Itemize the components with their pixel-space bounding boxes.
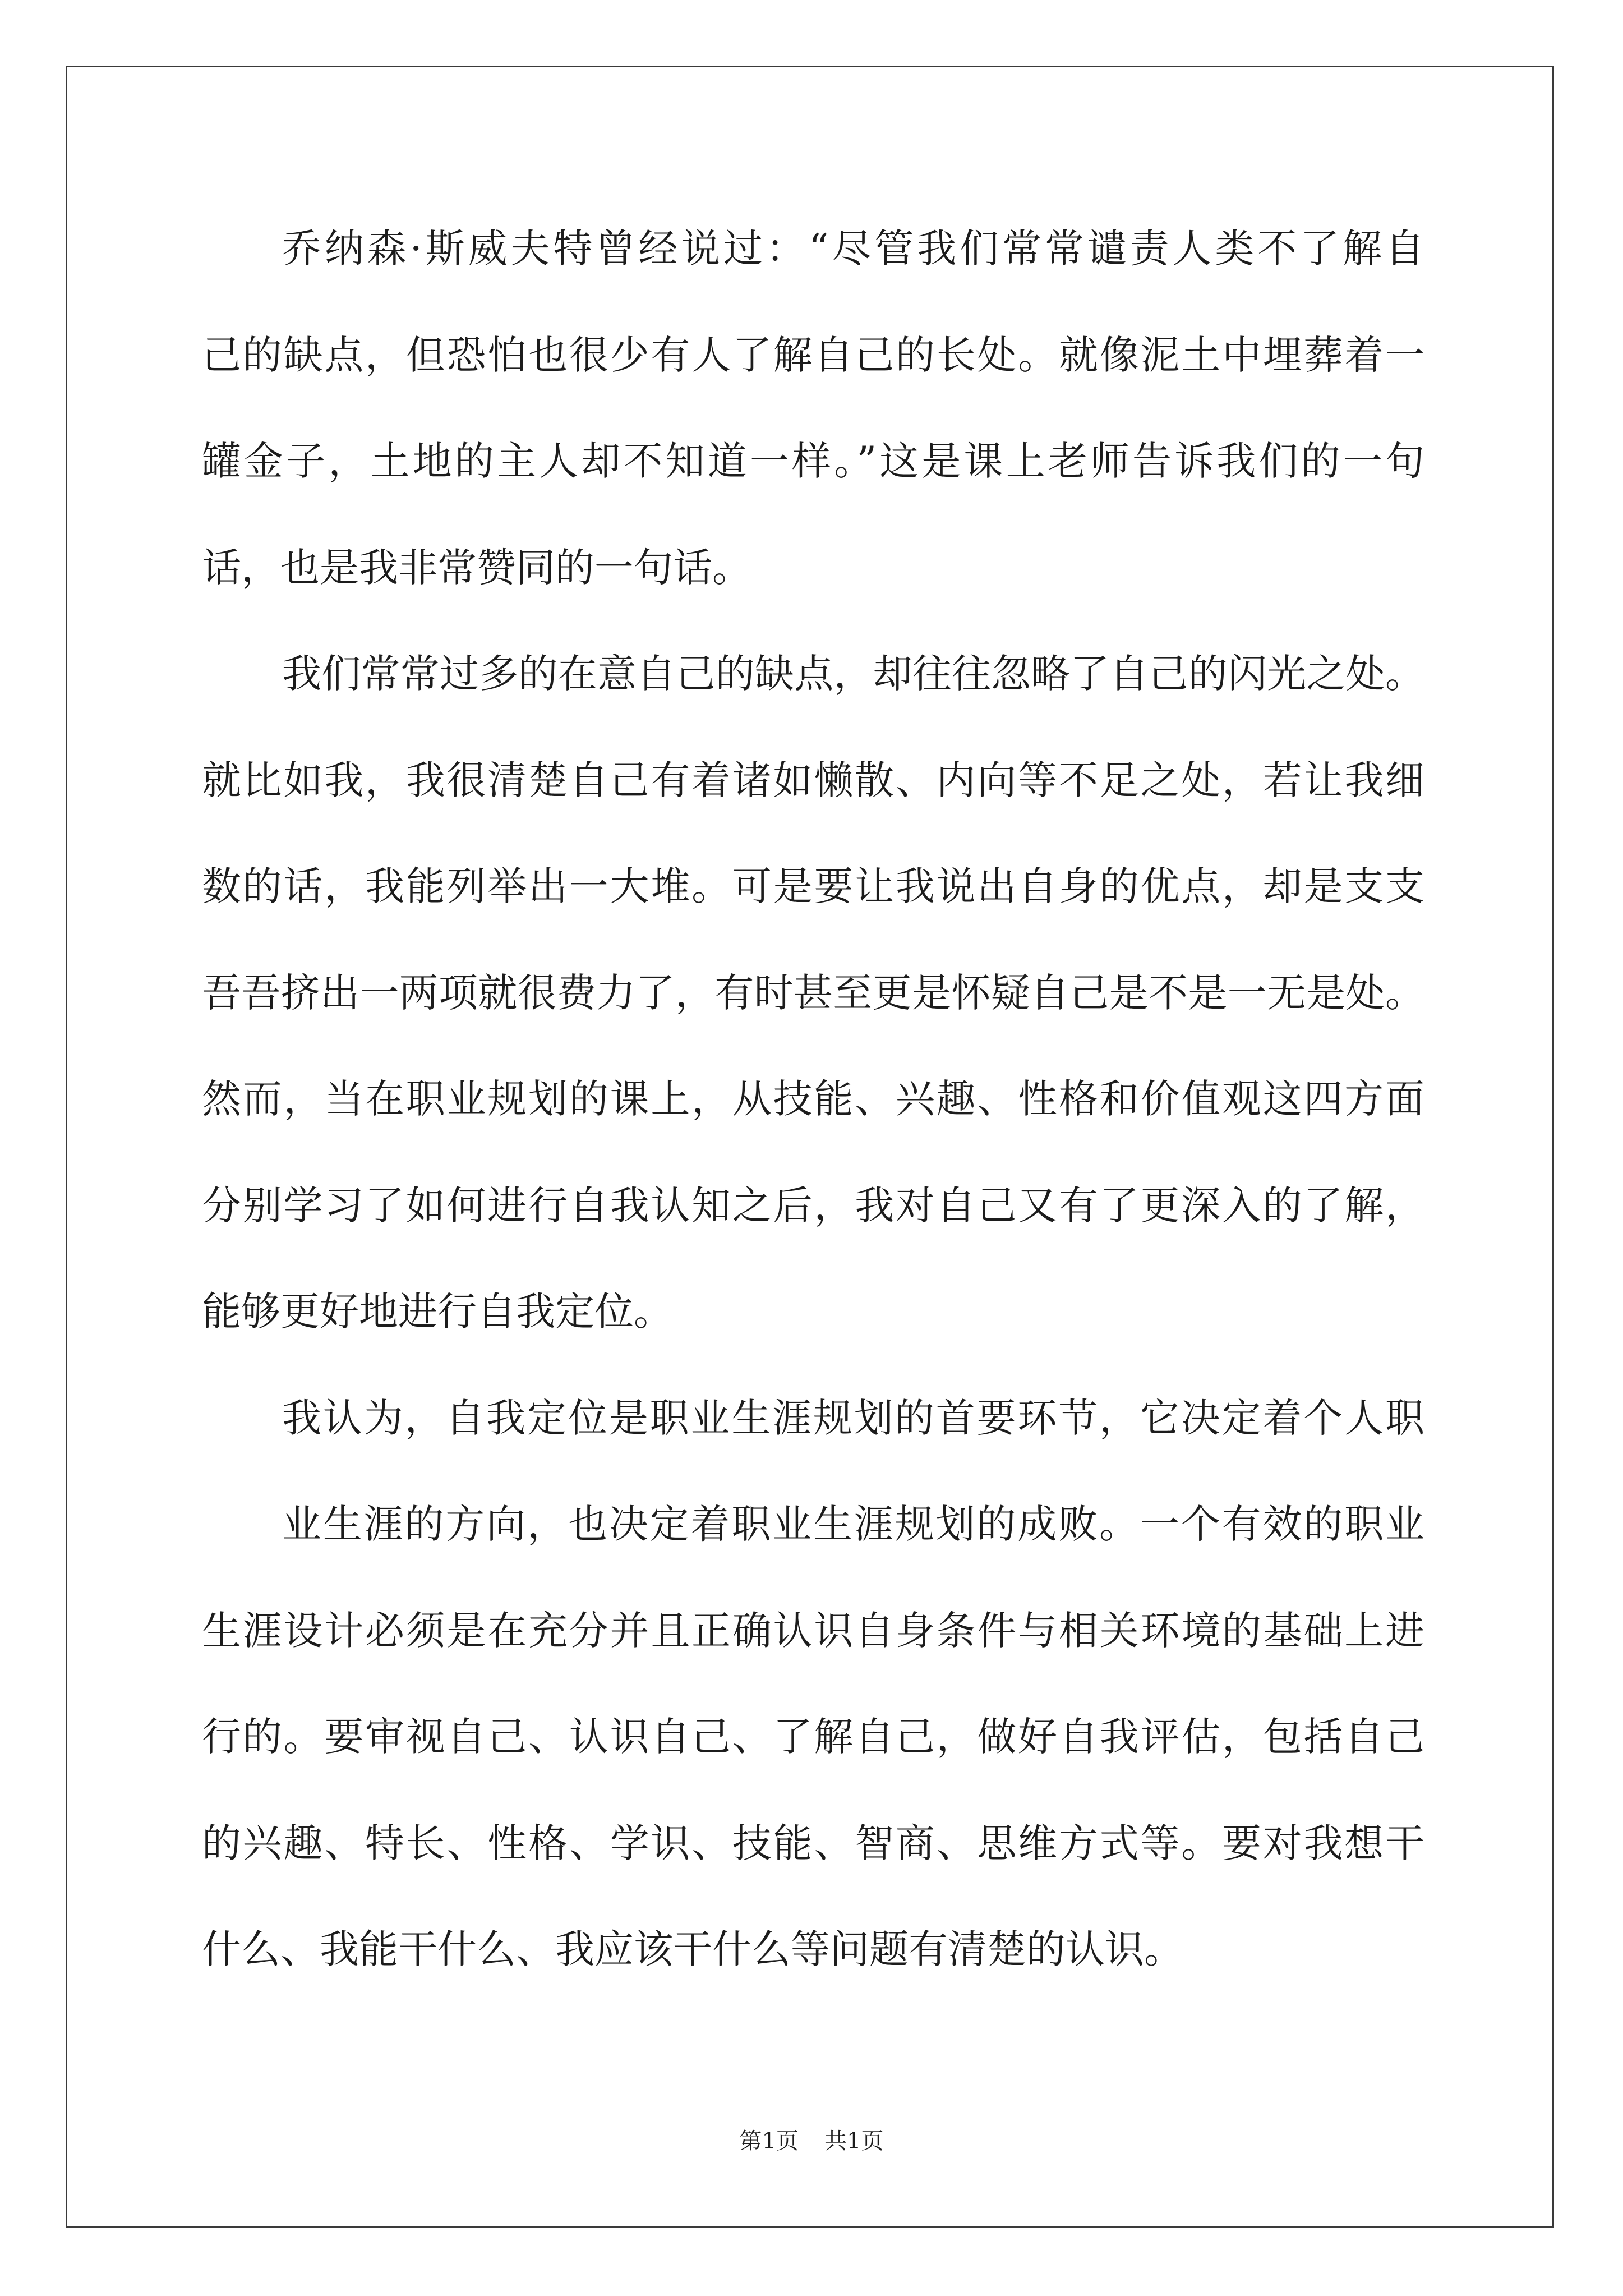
text-line: 分别学习了如何进行自我认知之后，我对自己又有了更深入的了解， bbox=[202, 1182, 1424, 1228]
text-line: 罐金子，土地的主人却不知道一样。”这是课上老师告诉我们的一句 bbox=[202, 438, 1424, 484]
page-footer bbox=[0, 2126, 1623, 2156]
text-line: 话，也是我非常赞同的一句话。 bbox=[202, 544, 751, 591]
text-line: 数的话，我能列举出一大堆。可是要让我说出自身的优点，却是支支 bbox=[202, 863, 1424, 909]
page-number: 第1页 bbox=[739, 2128, 799, 2154]
page-total: 共1页 bbox=[824, 2128, 884, 2154]
text-line: 能够更好地进行自我定位。 bbox=[202, 1289, 673, 1335]
page-border bbox=[66, 66, 1554, 2228]
text-line: 行的。要审视自己、认识自己、了解自己，做好自我评估，包括自己 bbox=[202, 1714, 1424, 1760]
text-line: 业生涯的方向，也决定着职业生涯规划的成败。一个有效的职业 bbox=[282, 1501, 1424, 1547]
text-line: 我认为，自我定位是职业生涯规划的首要环节，它决定着个人职 bbox=[282, 1395, 1424, 1441]
text-line: 乔纳森·斯威夫特曾经说过：“尽管我们常常谴责人类不了解自 bbox=[282, 226, 1424, 272]
text-line: 己的缺点，但恐怕也很少有人了解自己的长处。就像泥土中埋葬着一 bbox=[202, 332, 1424, 378]
text-line: 的兴趣、特长、性格、学识、技能、智商、思维方式等。要对我想干 bbox=[202, 1820, 1424, 1866]
text-line: 就比如我，我很清楚自己有着诸如懒散、内向等不足之处，若让我细 bbox=[202, 757, 1424, 803]
text-line: 生涯设计必须是在充分并且正确认识自身条件与相关环境的基础上进 bbox=[202, 1607, 1424, 1654]
text-line: 然而，当在职业规划的课上，从技能、兴趣、性格和价值观这四方面 bbox=[202, 1076, 1424, 1122]
text-line: 什么、我能干什么、我应该干什么等问题有清楚的认识。 bbox=[202, 1926, 1183, 1972]
text-line: 我们常常过多的在意自己的缺点，却往往忽略了自己的闪光之处。 bbox=[282, 651, 1424, 697]
text-line: 吾吾挤出一两项就很费力了，有时甚至更是怀疑自己是不是一无是处。 bbox=[202, 969, 1424, 1016]
